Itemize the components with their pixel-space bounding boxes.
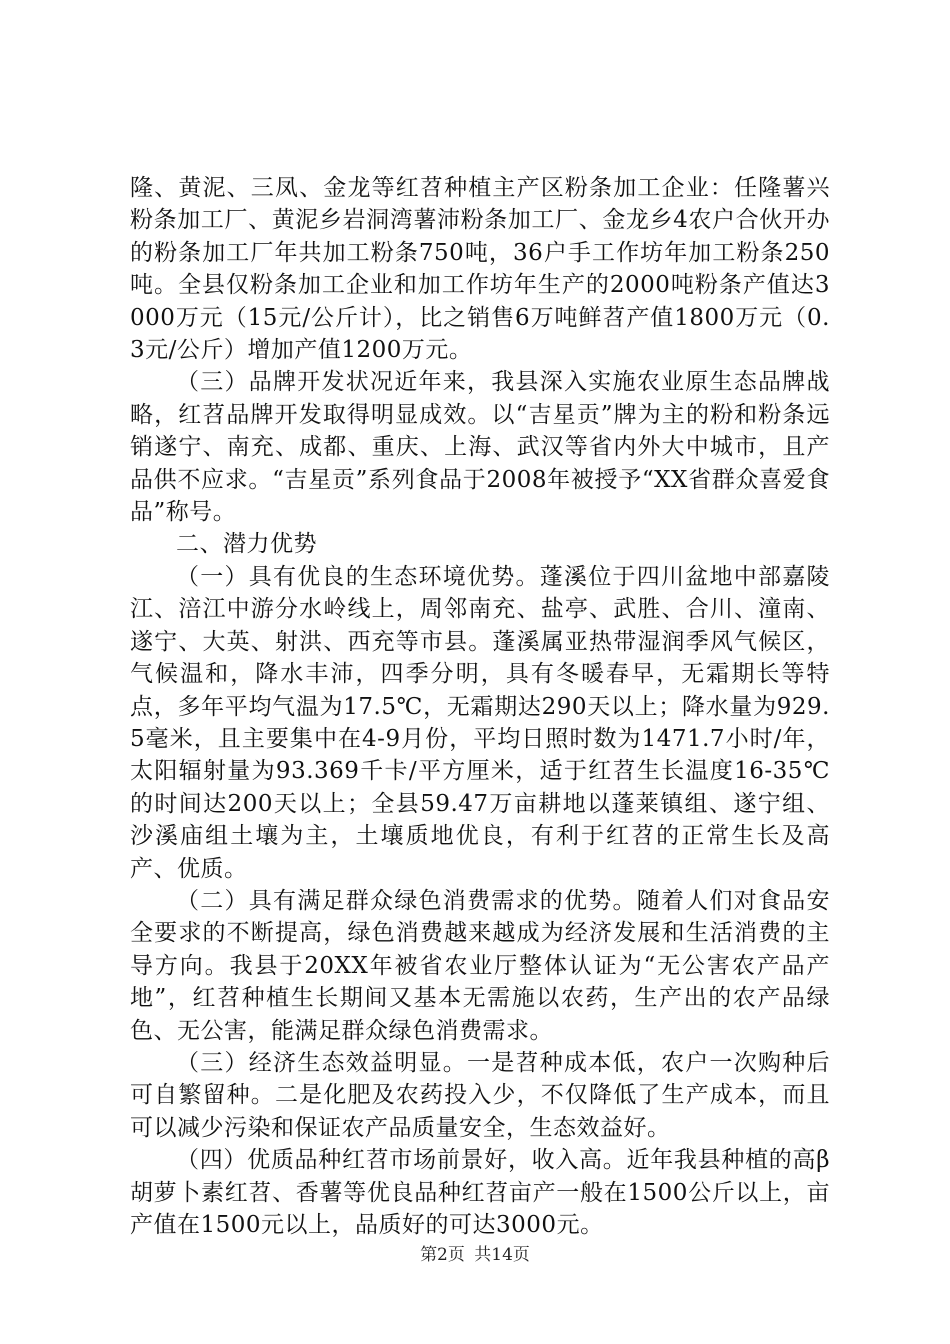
page-total: 共14页 <box>474 1245 530 1265</box>
paragraph-quality-varieties: （四）优质品种红苕市场前景好，收入高。近年我县种植的高β胡萝卜素红苕、香薯等优良品种红苕亩产一般在1500公斤以上，亩产值在1500元以上，品质好的可达3000元。 <box>130 1147 830 1238</box>
paragraph-ecological-environment: （一）具有优良的生态环境优势。蓬溪位于四川盆地中部嘉陵江、涪江中游分水岭线上，周邻南充、盐亭、武胜、合川、潼南、遂宁、大英、射洪、西充等市县。蓬溪属亚热带湿润季风气候区，气候温和，降水丰沛，四季分明，具有冬暖春早，无霜期长等特点，多年平均气温为17.5℃，无霜期达290天以上；降水量为929.5毫米，且主要集中在4-9月份，平均日照时数为1471.7小时/年，太阳辐射量为93.369千卡/平方厘米，适于红苕生长温度16-35℃的时间达200天以上；全县59.47万亩耕地以蓬莱镇组、遂宁组、沙溪庙组土壤为主，土壤质地优良，有利于红苕的正常生长及高产、优质。 <box>130 563 830 882</box>
paragraph-economic-benefits: （三）经济生态效益明显。一是苕种成本低，农户一次购种后可自繁留种。二是化肥及农药投入少，不仅降低了生产成本，而且可以减少污染和保证农产品质量安全，生态效益好。 <box>130 1049 830 1141</box>
document-body <box>130 172 830 1241</box>
section-heading-potential-advantages: 二、潜力优势 <box>176 531 317 558</box>
paragraph-green-consumption: （二）具有满足群众绿色消费需求的优势。随着人们对食品安全要求的不断提高，绿色消费越来越成为经济发展和生活消费的主导方向。我县于20XX年被省农业厅整体认证为“无公害农产品产地”，红苕种植生长期间又基本无需施以农药，生产出的农产品绿色、无公害，能满足群众绿色消费需求。 <box>130 887 830 1044</box>
paragraph-continuation: 隆、黄泥、三凤、金龙等红苕种植主产区粉条加工企业：任隆薯兴粉条加工厂、黄泥乡岩洞湾薯沛粉条加工厂、金龙乡4农户合伙开办的粉条加工厂年共加工粉条750吨，36户手工作坊年加工粉条250吨。全县仅粉条加工企业和加工作坊年生产的2000吨粉条产值达3000万元（15元/公斤计），比之销售6万吨鲜苕产值1800万元（0.3元/公斤）增加产值1200万元。 <box>130 175 830 364</box>
page-footer <box>0 1244 950 1266</box>
paragraph-brand-development: （三）品牌开发状况近年来，我县深入实施农业原生态品牌战略，红苕品牌开发取得明显成效。以“吉星贡”牌为主的粉和粉条远销遂宁、南充、成都、重庆、上海、武汉等省内外大中城市，且产品供不应求。“吉星贡”系列食品于2008年被授予“XX省群众喜爱食品”称号。 <box>130 369 830 526</box>
page-number: 第2页 <box>420 1245 465 1265</box>
